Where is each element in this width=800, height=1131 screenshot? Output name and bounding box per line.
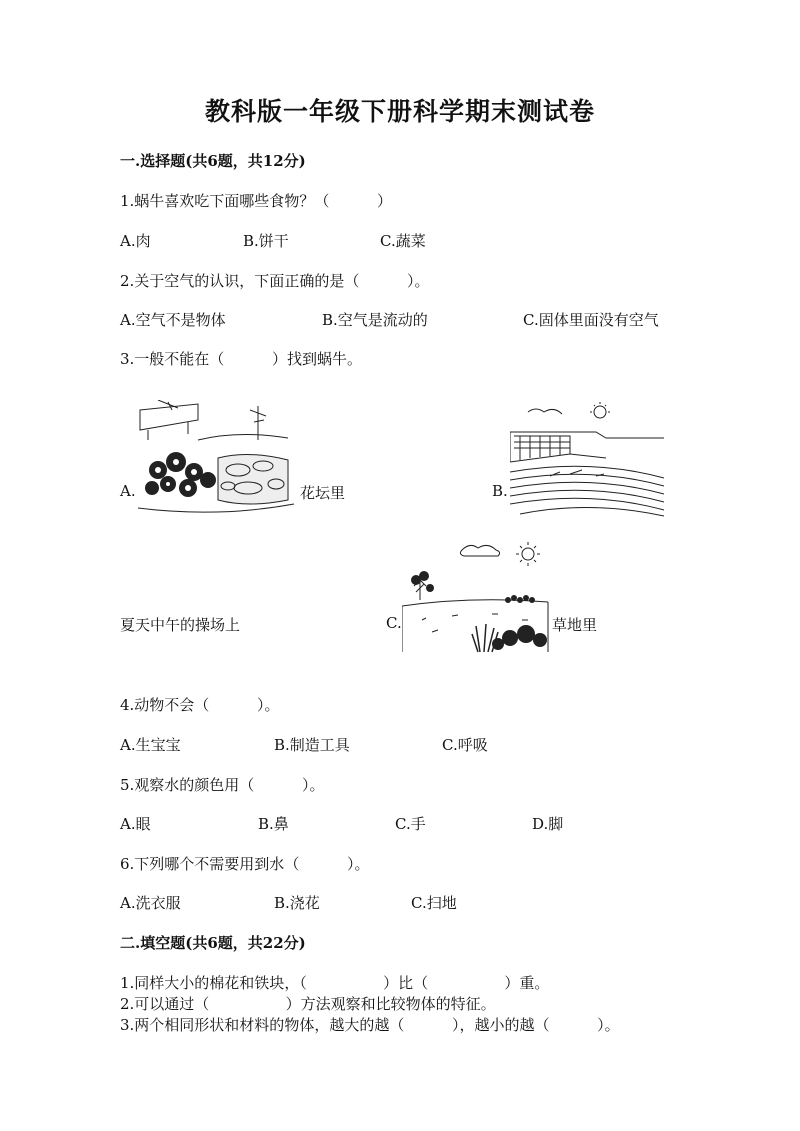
fill-question-3: 3.两个相同形状和材料的物体，越大的越（ ），越小的越（ ）。 (120, 1016, 620, 1034)
q1-option-c: C.蔬菜 (380, 232, 426, 250)
playground-image (510, 402, 666, 518)
q4-option-a: A.生宝宝 (120, 736, 181, 754)
q1-option-b: B.饼干 (243, 232, 289, 250)
q3-option-c-letter: C. (386, 614, 402, 632)
q5-option-a: A.眼 (120, 815, 151, 833)
question-5: 5.观察水的颜色用（ ）。 (120, 776, 325, 794)
question-2: 2.关于空气的认识，下面正确的是（ ）。 (120, 272, 430, 290)
grassland-image (402, 540, 550, 654)
question-1: 1.蜗牛喜欢吃下面哪些食物？（ ） (120, 192, 392, 210)
flowerbed-image (138, 400, 296, 520)
q1-option-a: A.肉 (120, 232, 151, 250)
q3-option-b-label: 夏天中午的操场上 (120, 616, 241, 634)
q6-option-c: C.扫地 (411, 894, 457, 912)
q5-option-d: D.脚 (532, 815, 564, 833)
q4-option-b: B.制造工具 (274, 736, 350, 754)
q3-option-a-letter: A. (120, 482, 136, 500)
q2-option-c: C.固体里面没有空气 (523, 311, 659, 329)
question-6: 6.下列哪个不需要用到水（ ）。 (120, 855, 370, 873)
q2-option-a: A.空气不是物体 (120, 311, 226, 329)
question-3: 3.一般不能在（ ）找到蜗牛。 (120, 350, 362, 368)
q3-option-c-label: 草地里 (552, 616, 598, 634)
q3-option-a-label: 花坛里 (300, 484, 346, 502)
fill-question-1: 1.同样大小的棉花和铁块，（ ）比（ ）重。 (120, 974, 550, 992)
q6-option-a: A.洗衣服 (120, 894, 181, 912)
q4-option-c: C.呼吸 (442, 736, 488, 754)
q3-option-b-letter: B. (492, 482, 508, 500)
q2-option-b: B.空气是流动的 (322, 311, 428, 329)
fill-question-2: 2.可以通过（ ）方法观察和比较物体的特征。 (120, 995, 496, 1013)
q5-option-b: B.鼻 (258, 815, 289, 833)
page-title: 教科版一年级下册科学期末测试卷 (204, 97, 595, 126)
q6-option-b: B.浇花 (274, 894, 320, 912)
q5-option-c: C.手 (395, 815, 426, 833)
section-heading-fill-blank: 二.填空题(共6题，共22分) (120, 934, 306, 952)
section-heading-choice: 一.选择题(共6题，共12分) (120, 152, 306, 170)
question-4: 4.动物不会（ ）。 (120, 696, 280, 714)
